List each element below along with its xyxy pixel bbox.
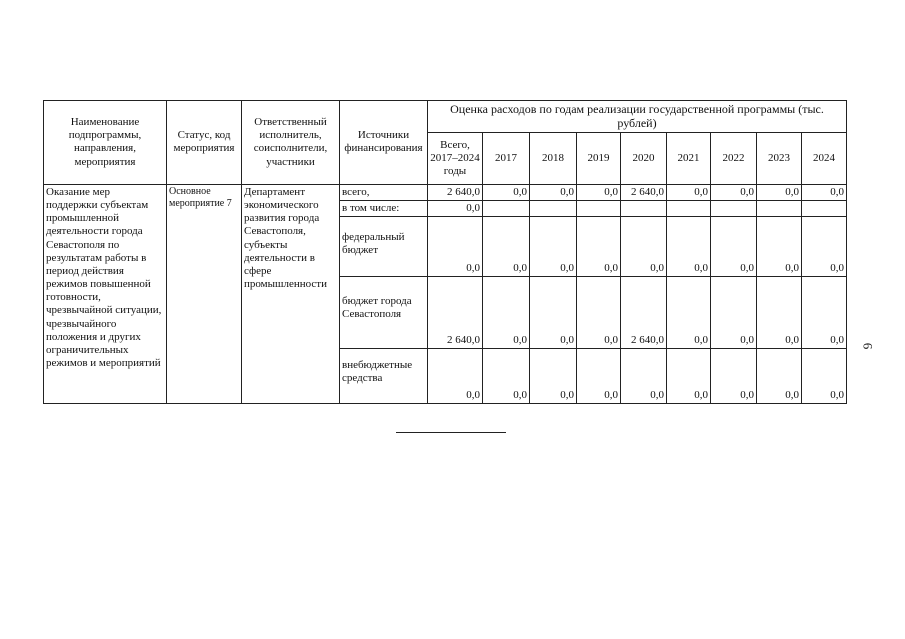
source-value: 0,0 [757, 349, 802, 404]
source-value: 0,0 [667, 184, 711, 200]
header-year: 2022 [711, 132, 757, 184]
source-total: 0,0 [428, 200, 483, 216]
empty-cell [577, 200, 621, 216]
source-label: внебюджетные средства [340, 349, 428, 404]
source-label: в том числе: [340, 200, 428, 216]
source-value: 0,0 [711, 184, 757, 200]
source-value: 0,0 [802, 217, 847, 277]
header-year: 2021 [667, 132, 711, 184]
source-value: 0,0 [483, 349, 530, 404]
source-value: 0,0 [757, 184, 802, 200]
empty-cell [711, 200, 757, 216]
page-number: 6 [860, 342, 876, 350]
source-value: 2 640,0 [621, 184, 667, 200]
source-value: 0,0 [483, 277, 530, 349]
empty-cell [621, 200, 667, 216]
header-year: 2020 [621, 132, 667, 184]
header-year: 2017 [483, 132, 530, 184]
source-value: 0,0 [802, 184, 847, 200]
separator-line [396, 432, 506, 433]
source-value: 2 640,0 [621, 277, 667, 349]
source-value: 0,0 [711, 217, 757, 277]
header-estimate-title: Оценка расходов по годам реализации государственной программы (тыс. рублей) [428, 101, 847, 133]
empty-cell [802, 200, 847, 216]
source-value: 0,0 [802, 349, 847, 404]
source-value: 0,0 [530, 184, 577, 200]
source-value: 0,0 [621, 349, 667, 404]
measure-name: Оказание мер поддержки субъектам промышленной деятельности города Севастополя по результатам работы в период действия режимов повышенной готовности, чрезвычайной ситуации, чрезвычайного положения и других ограничительных режимов и мероприятий [44, 184, 167, 403]
source-value: 0,0 [621, 217, 667, 277]
empty-cell [530, 200, 577, 216]
header-year: 2023 [757, 132, 802, 184]
empty-cell [483, 200, 530, 216]
source-value: 0,0 [711, 349, 757, 404]
header-status: Статус, код мероприятия [167, 101, 242, 185]
header-sources: Источники финансирования [340, 101, 428, 185]
source-label: бюджет города Севастополя [340, 277, 428, 349]
source-label: федеральный бюджет [340, 217, 428, 277]
header-total: Всего, 2017–2024 годы [428, 132, 483, 184]
empty-cell [667, 200, 711, 216]
source-value: 0,0 [577, 184, 621, 200]
source-total: 2 640,0 [428, 277, 483, 349]
source-value: 0,0 [757, 277, 802, 349]
source-value: 0,0 [530, 349, 577, 404]
source-value: 0,0 [577, 217, 621, 277]
source-total: 2 640,0 [428, 184, 483, 200]
source-total: 0,0 [428, 349, 483, 404]
source-value: 0,0 [530, 277, 577, 349]
budget-table [43, 100, 847, 404]
measure-responsible: Департамент экономического развития города Севастополя, субъекты деятельности в сфере промышленности [242, 184, 340, 403]
source-value: 0,0 [483, 217, 530, 277]
header-responsible: Ответственный исполнитель, соисполнители, участники [242, 101, 340, 185]
source-value: 0,0 [530, 217, 577, 277]
source-value: 0,0 [577, 277, 621, 349]
header-year: 2018 [530, 132, 577, 184]
source-value: 0,0 [667, 217, 711, 277]
header-year: 2019 [577, 132, 621, 184]
header-name: Наименование подпрограммы, направления, мероприятия [44, 101, 167, 185]
source-value: 0,0 [577, 349, 621, 404]
source-value: 0,0 [802, 277, 847, 349]
source-value: 0,0 [667, 277, 711, 349]
source-value: 0,0 [667, 349, 711, 404]
source-total: 0,0 [428, 217, 483, 277]
source-value: 0,0 [757, 217, 802, 277]
measure-status: Основное мероприятие 7 [167, 184, 242, 403]
source-value: 0,0 [483, 184, 530, 200]
source-value: 0,0 [711, 277, 757, 349]
empty-cell [757, 200, 802, 216]
source-label: всего, [340, 184, 428, 200]
header-year: 2024 [802, 132, 847, 184]
